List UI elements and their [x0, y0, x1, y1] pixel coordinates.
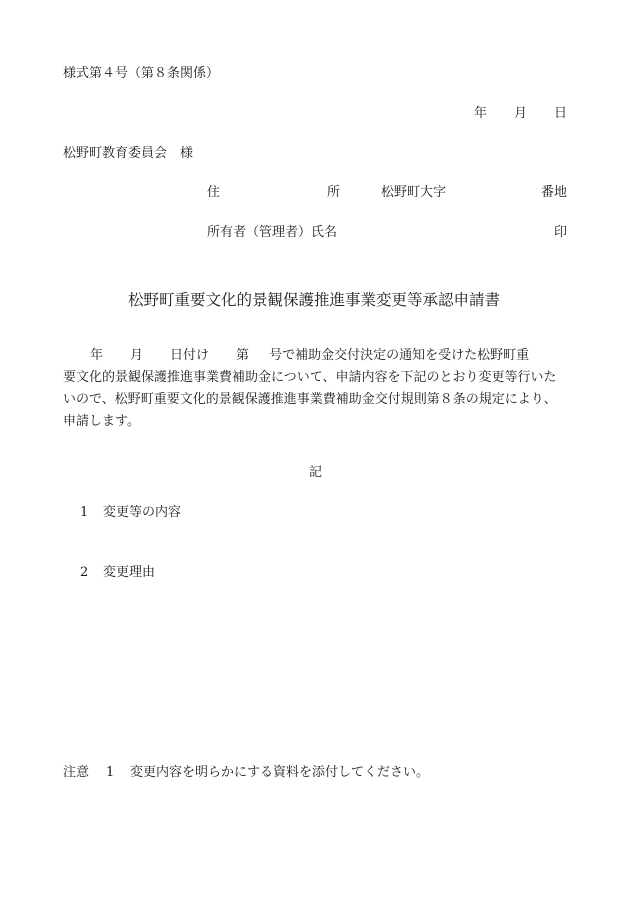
body-line-3: いので、松野町重要文化的景観保護推進事業費補助金交付規則第８条の規定により、 — [63, 392, 557, 407]
addressee: 松野町教育委員会 様 — [63, 146, 194, 161]
address-label-1: 住 — [207, 185, 221, 200]
body-line-1 — [63, 345, 571, 367]
body-dai: 第 — [236, 348, 250, 363]
owner-name-label: 所有者（管理者）氏名 — [207, 225, 338, 240]
note-text: 変更内容を明らかにする資料を添付してください。 — [130, 765, 430, 780]
note-number: 1 — [106, 765, 115, 780]
item-1-label: 変更等の内容 — [103, 505, 182, 520]
address-suffix: 番地 — [541, 185, 568, 200]
form-number: 様式第４号（第８条関係） — [63, 66, 220, 81]
body-line-2: 要文化的景観保護推進事業費補助金について、申請内容を下記のとおり変更等行いた — [63, 370, 557, 385]
date-day: 日 — [554, 106, 568, 121]
body-line-1-rest: 号で補助金交付決定の通知を受けた松野町重 — [269, 348, 530, 363]
document-title: 松野町重要文化的景観保護推進事業変更等承認申請書 — [128, 291, 501, 309]
body-year: 年 — [90, 348, 104, 363]
address-prefix: 松野町大字 — [381, 185, 447, 200]
body-paragraph — [63, 345, 571, 433]
address-label-2: 所 — [327, 185, 341, 200]
body-line-4: 申請します。 — [63, 414, 140, 429]
item-2-label: 変更理由 — [103, 565, 156, 580]
note-label: 注意 — [63, 765, 90, 780]
ki-heading: 記 — [309, 465, 323, 480]
item-2-number: 2 — [80, 565, 89, 580]
body-day: 日付け — [170, 348, 210, 363]
body-month: 月 — [130, 348, 144, 363]
date-month: 月 — [514, 106, 528, 121]
seal-mark: 印 — [554, 225, 568, 240]
date-year: 年 — [474, 106, 488, 121]
item-1-number: 1 — [80, 505, 89, 520]
